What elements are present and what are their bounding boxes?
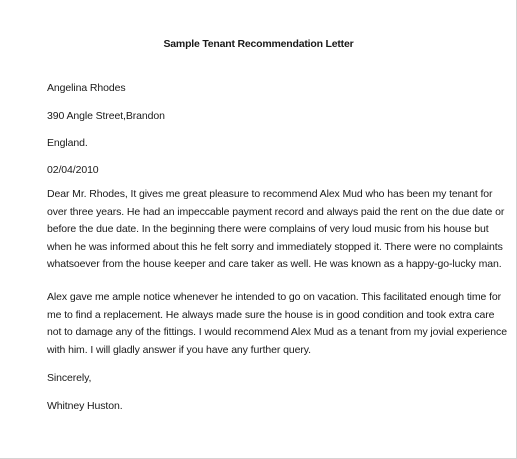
paragraph-2-line: Alex gave me ample notice whenever he intended to go on vacation. This facilitated enough time for (47, 291, 502, 303)
paragraph-1-line: before the due date. In the beginning there were complains of very loud music from his house but (47, 223, 489, 236)
signature-name: Whitney Huston. (47, 400, 123, 412)
paragraph-2-line: me to find a replacement. He always made sure the house is in good condition and took extra care (47, 308, 495, 321)
recipient-name: Angelina Rhodes (47, 82, 126, 94)
paragraph-1-line: Dear Mr. Rhodes, It gives me great pleasure to recommend Alex Mud who has been my tenant for (47, 188, 493, 200)
letter-title: Sample Tenant Recommendation Letter (163, 38, 354, 50)
letter-date: 02/04/2010 (47, 164, 99, 176)
paragraph-2-line: not to damage any of the fittings. I would recommend Alex Mud as a tenant from my jovial experience (47, 326, 507, 339)
paragraph-2-line: with him. I will gladly answer if you have any further query. (47, 343, 311, 356)
paragraph-1-line: when he was informed about this he felt sorry and immediately stopped it. There were no complaints (47, 240, 503, 253)
closing-line: Sincerely, (47, 372, 92, 384)
body-paragraph-2 (47, 289, 507, 359)
address-line: 390 Angle Street,Brandon (47, 110, 165, 122)
paragraph-1-line: over three years. He had an impeccable payment record and always paid the rent on the due date or (47, 205, 505, 218)
paragraph-1-line: whatsoever from the house keeper and care taker as well. He was known as a happy-go-lucky man. (47, 258, 502, 271)
body-paragraph-1 (47, 186, 505, 274)
country-line: England. (47, 137, 88, 149)
